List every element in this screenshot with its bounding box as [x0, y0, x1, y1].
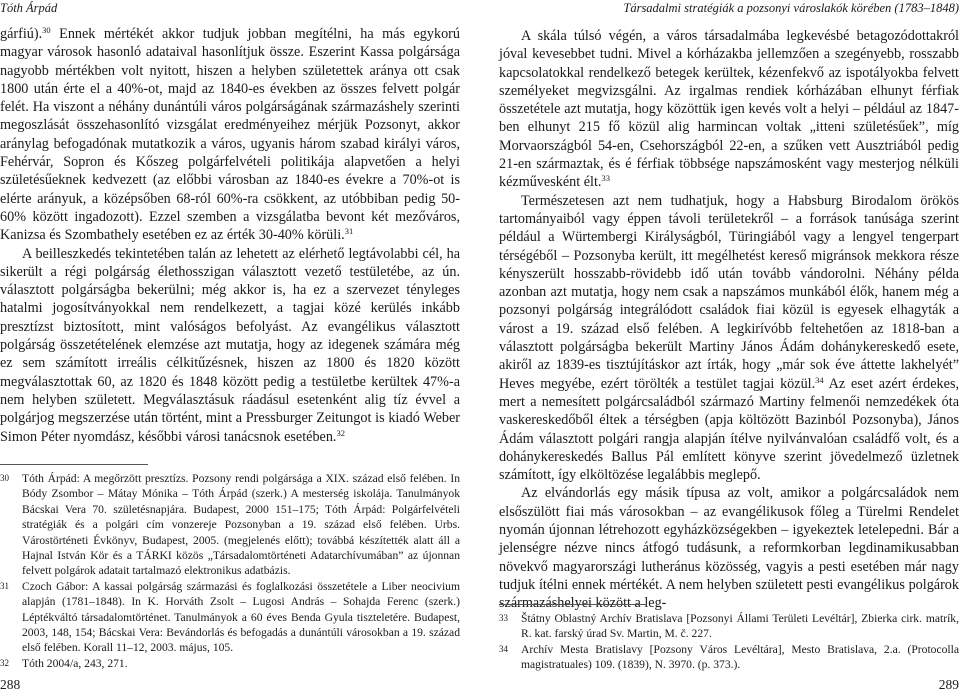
paragraph: A beilleszkedés tekintetében talán az lehetett az elérhető legtávolabbi cél, ha sikerült a régi polgárság élethosszigan választott vezető testületébe, az ún. választott polgárságba bekerülni; még akkor is, ha ez a szervezet tényleges hatalmi jogosítványokkal nem rendelkezett, a tagjai közé kerülés inkább presztízst biztosított, mint valóságos befolyást. Az evangélikus választott polgárság összetételének elemzése azt mutatja, hogy az idegenek számára még ez sem számított irreális célkitűzésnek, hiszen az 1800 és 1820 között megválasztottak 60, az 1820 és 1848 között pedig a testületbe kerültek 47%-a nem helyben született. Megválasztásuk ráadásul esetenként alig tíz évvel a polgárjog megszerzése után történt, mint a Pressburger Zeitungot is kiadó Weber Simon Péter nyomdász, későbbi városi tanácsnok esetében.$^{32}$: [0, 245, 460, 445]
footnote-number: 31: [0, 580, 9, 591]
running-head-left: Tóth Árpád: [0, 1, 58, 15]
footnote-number: 33: [499, 613, 508, 623]
footnote-ref: 31: [344, 226, 354, 237]
footnote-number: 34: [499, 643, 508, 654]
running-head-right: Társadalmi stratégiák a pozsonyi városlakók körében (1783–1848): [623, 1, 959, 15]
footnote-rule: [499, 604, 647, 605]
footnote-text: Tóth Árpád: A megőrzött presztízs. Pozsony rendi polgársága a XIX. század első felében. In Bódy Zsombor – Mátay Mónika – Tóth Árpád (szerk.) A mesterség iskolája. Tanulmányok Bácskai Vera 70. születésnapjára. Budapest, 2000 151–175; Tóth Árpád: Polgárfelvételi stratégiák és a polgári cím vonzereje Pozsonyban a 19. század első felében. Urbs. Várostörténeti Évkönyv, Budapest, 2005. (megjelenés előtt); továbbá készítették alatt áll a Hajnal István Kör és a TÁRKI közös „Társadalomtörténeti Adatarchívumában” az újonnan felvett polgárok adatait tartalmazó elektronikus adatbázis.: [22, 472, 460, 578]
paragraph: A skála túlsó végén, a város társadalmába legkevésbé betagozódottakról jóval kevesebbet tudni. Mivel a kórházakba jellemzően a szegényebb, rosszabb kapcsolatokkal rendelkező betegek kerültek, kézenfekvő az ispotályokba felvett személyeket megvizsgálni. Az irgalmas rendiek kórházában elhunyt férfiak összetétele azt mutatja, hogy közöttük igen kevés volt a helyi – például az 1847-ben elhunyt 215 fő közül alig harmincan voltak „itteni születésűek”, míg Morvaországból 54-en, Csehországból 22-en, a szűken vett Ausztriából pedig 21-en származtak, és é férfiak többsége napszámosként vagy mesterjog nélküli kézművesként élt.$^{33}$: [499, 28, 959, 191]
right-footnotes: [499, 611, 959, 673]
footnote-ref: 32: [336, 427, 345, 438]
footnote-number: 30: [0, 473, 9, 483]
footnote-text: Štátny Oblastný Archív Bratislava [Pozsonyi Állami Területi Levéltár], Zbierka cirk. matrík, R. kat. farský úrad Sv. Martin, M. č. 227.: [521, 612, 959, 641]
footnote: [499, 611, 959, 642]
footnote-ref: 33: [601, 173, 610, 184]
left-footnotes: [0, 471, 460, 671]
right-page: [499, 0, 959, 697]
footnote-rule: [0, 464, 148, 465]
footnote-text: Tóth 2004/a, 243, 271.: [22, 656, 128, 670]
paragraph: gárfiú).$^{30}$ Ennek mértékét akkor tudjuk jobban megítélni, ha más egykorú magyar városok hasonló adataival hasonlítjuk össze. Eszerint Kassa polgársága nagyobb mértékben volt nyitott, hiszen a helyben születettek aránya ott csak 1800 után érte el a 40%-ot, majd az 1840-es években az összes felvett polgár felét. Ha viszont a néhány dunántúli város polgárságának származáshely szerinti megoszlását összehasonlító vizsgálat eredményeihez mérjük Pozsonyt, akkor aránylag befogadónak mutatkozik a város, ugyanis három szabad királyi város, Fehérvár, Sopron és Kőszeg polgárfelvételi politikája alapvetően a helyi születésűeknek kedvezett (az előbbi városban az 1840-es évekre a 70%-ot is elérte arányuk, a középsőben 68-ról 60%-ra csökkent, az utóbbiban pedig 50-60% között ingadozott). Ezzel szemben a vizsgálatba bevont két mezőváros, Kanizsa és Szombathely esetében ez az érték 30-40% körüli.$^{31}$: [0, 25, 460, 244]
footnote-ref: 30: [42, 25, 51, 35]
footnote: [0, 471, 460, 579]
footnote-ref: 34: [815, 374, 824, 385]
footnote: [499, 642, 959, 673]
footnote-text: Czoch Gábor: A kassai polgárság származási és foglalkozási összetétele a Liber neocivium alapján (1781–1848). In K. Horváth Zsolt – Lugosi András – Sohajda Ferenc (szerk.) Léptékváltó társadalomtörténet. Tanulmányok a 60 éves Benda Gyula tiszteletére. Budapest, 2003, 148, 154; Bácskai Vera: Bevándorlás és befogadás a dunántúli városokban a 19. század első felében. Korall 11–12, 2003. május, 105.: [22, 579, 460, 655]
left-page: [0, 0, 460, 697]
page-number-right: 289: [938, 677, 959, 692]
footnote-text: Archív Mesta Bratislavy [Pozsony Város Levéltára], Mesto Bratislava, 2.a. (Protocolla magistratuales) 109. (1839), N. 3970. (p. 373.).: [521, 642, 959, 672]
left-body-text: [0, 25, 460, 446]
paragraph: Az elvándorlás egy másik típusa az volt, amikor a polgárcsaládok nem elsőszülött fiai más városokban – az evangélikusok főleg a Türelmi Rendelet nyomán újonnan létrehozott egyházközségekben – igyekeztek letelepedni. Bár a jelenségre nézve nincs átfogó tudásunk, a reformkorban legdinamikusabban növekvő magyarországi lutheránus közösség, vagyis a pesti esetében már nagy tudjuk ítélni ennek mértékét. A nem helyben született pesti evangélikus polgárok származáshelyei között a leg-: [499, 485, 959, 612]
page-number-left: 288: [0, 677, 21, 692]
paragraph: Természetesen azt nem tudhatjuk, hogy a Habsburg Birodalom örökös tartományaiból vagy éppen távoli területekről – a források tanúsága szerint például a Würtembergi Királyságból, Türingiából vagy a lengyel tengerpart térségéből – Pozsonyba került, itt megélhetést kereső migránsok mekkora része kényszerült hosszabb-rövidebb idő után tovább vándorolni. Néhány példa azonban azt mutatja, hogy nem csak a napszámos munkából élők, hanem még a pozsonyi polgárság integrálódott családok fiai közül is egyesek elhagyták a várost a 19. század első felében. A legkirívóbb feltehetően az 1818-ban a választott polgárságba bekerült Martiny János Ádám dohánykereskedő esete, akiről az 1839-es tisztújításkor azt írták, hogy „már sok éve áttette lakhelyét” Heves megyébe, ezért törölték a testület tagjai közül.$^{34}$ Az eset azért érdekes, mert a nemesített polgárcsaládból származó Martiny felmenői nemzedékek óta vaskereskedőből éltek a térségben (apja költözött Bazinból Pozsonyba), János Ádám választott polgári rangja alapján ítélve nyilvánvalóan családfő volt, és a dohánykereskedés Ballus Pál említett könyve szerint jövedelmező üzletnek számított, így elköltözése legalábbis meglepő.: [499, 192, 959, 484]
footnote: [0, 579, 460, 656]
right-body-text: [499, 27, 959, 613]
footnote: [0, 656, 460, 671]
page-gutter: [474, 0, 484, 697]
footnote-number: 32: [0, 657, 9, 668]
